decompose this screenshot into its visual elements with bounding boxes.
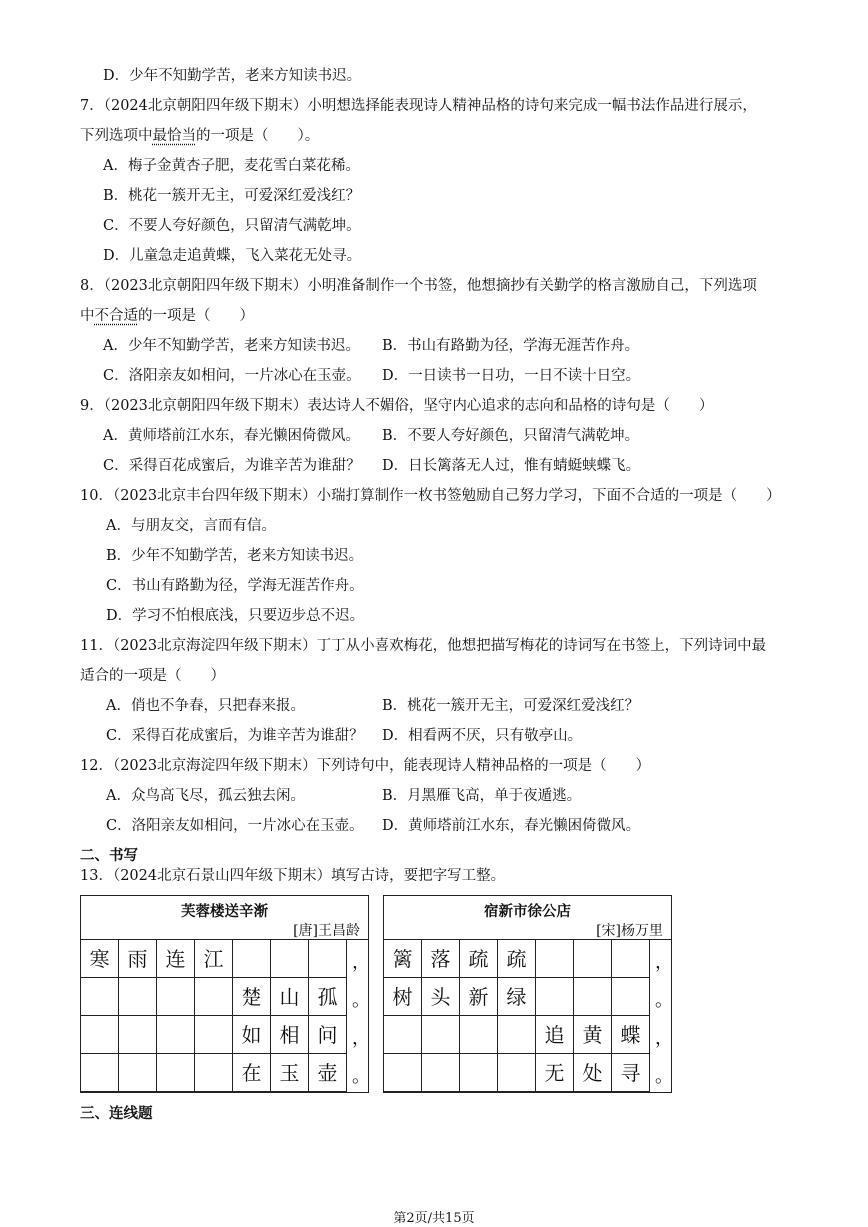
poem-cell xyxy=(612,940,650,978)
poem-cell xyxy=(422,1054,460,1092)
poem-punctuation: 。 xyxy=(655,990,673,1011)
q12-option-a: A．众鸟高飞尽，孤云独去闲。 xyxy=(106,788,305,804)
poem-cell: 壶 xyxy=(309,1054,347,1092)
poem-cell: 疏 xyxy=(460,940,498,978)
poem-box-1 xyxy=(80,895,369,1093)
q6-option-d: D．少年不知勤学苦，老来方知读书迟。 xyxy=(103,68,362,84)
poem-cell xyxy=(119,1054,157,1092)
poem-cell: 疏 xyxy=(498,940,536,978)
poem-cell: 黄 xyxy=(574,1016,612,1054)
q7-option-a: A．梅子金黄杏子肥，麦花雪白菜花稀。 xyxy=(103,158,360,174)
poem-cell: 相 xyxy=(271,1016,309,1054)
poem-punctuation: 。 xyxy=(352,1066,370,1087)
poem-cell xyxy=(195,978,233,1016)
poem-cell xyxy=(384,1054,422,1092)
poem-cell xyxy=(119,1016,157,1054)
poem-cell: 绿 xyxy=(498,978,536,1016)
poem-cell xyxy=(536,940,574,978)
q9-option-a: A．黄师塔前江水东，春光懒困倚微风。 xyxy=(103,428,360,444)
q9-option-d: D．日长篱落无人过，惟有蜻蜓蛱蝶飞。 xyxy=(382,458,641,474)
q8-emphasis: 不合适 xyxy=(94,308,138,324)
page-footer: 第2页/共15页 xyxy=(393,1211,475,1226)
poem-box-2 xyxy=(383,895,672,1093)
q8-option-c: C．洛阳亲友如相问，一片冰心在玉壶。 xyxy=(103,368,361,384)
q12-stem-line1: 12．（2023北京海淀四年级下期末）下列诗句中，能表现诗人精神品格的一项是（ ） xyxy=(80,758,651,774)
poem-cell: 蝶 xyxy=(612,1016,650,1054)
q10-option-c: C．书山有路勤为径，学海无涯苦作舟。 xyxy=(106,578,364,594)
poem-punctuation: ， xyxy=(655,952,673,973)
q10-option-a: A．与朋友交，言而有信。 xyxy=(106,518,276,534)
section-heading-matching: 三、连线题 xyxy=(80,1106,153,1122)
poem-cell xyxy=(195,1016,233,1054)
poem-cell: 寒 xyxy=(81,940,119,978)
poem-cell xyxy=(81,978,119,1016)
poem-cell: 如 xyxy=(233,1016,271,1054)
q8-option-a: A．少年不知勤学苦，老来方知读书迟。 xyxy=(103,338,360,354)
poem-cell: 追 xyxy=(536,1016,574,1054)
poem-2-author: [宋]杨万里 xyxy=(596,923,663,939)
q11-stem-line2: 适合的一项是（ ） xyxy=(80,668,225,684)
poem-cell xyxy=(271,940,309,978)
poem-cell xyxy=(574,978,612,1016)
q8-option-d: D．一日读书一日功，一日不读十日空。 xyxy=(382,368,641,384)
poem-cell xyxy=(574,940,612,978)
q9-option-c: C．采得百花成蜜后，为谁辛苦为谁甜？ xyxy=(103,458,361,474)
q7-option-d: D．儿童急走追黄蝶，飞入菜花无处寻。 xyxy=(103,248,362,264)
poem-cell xyxy=(119,978,157,1016)
poem-cell xyxy=(498,1054,536,1092)
poem-cell: 新 xyxy=(460,978,498,1016)
q11-stem-line1: 11．（2023北京海淀四年级下期末）丁丁从小喜欢梅花，他想把描写梅花的诗词写在书签上，下列诗词中最 xyxy=(80,638,767,654)
poem-1-title: 芙蓉楼送辛渐 xyxy=(181,904,268,920)
q11-option-d: D．相看两不厌，只有敬亭山。 xyxy=(382,728,583,744)
poem-cell xyxy=(81,1016,119,1054)
poem-cell: 落 xyxy=(422,940,460,978)
poem-cell: 问 xyxy=(309,1016,347,1054)
poem-cell xyxy=(460,1016,498,1054)
q7-option-c: C．不要人夸好颜色，只留清气满乾坤。 xyxy=(103,218,361,234)
poem-cell: 楚 xyxy=(233,978,271,1016)
poem-cell: 江 xyxy=(195,940,233,978)
poem-cell: 处 xyxy=(574,1054,612,1092)
poem-cell: 孤 xyxy=(309,978,347,1016)
poem-punctuation: ， xyxy=(352,952,370,973)
poem-cell xyxy=(384,1016,422,1054)
q7-emphasis: 最恰当 xyxy=(152,128,196,144)
poem-cell xyxy=(157,978,195,1016)
poem-2-title: 宿新市徐公店 xyxy=(484,904,571,920)
poem-cell xyxy=(157,1016,195,1054)
poem-cell: 树 xyxy=(384,978,422,1016)
poem-cell: 连 xyxy=(157,940,195,978)
poem-cell xyxy=(498,1016,536,1054)
q8-stem-line1: 8．（2023北京朝阳四年级下期末）小明准备制作一个书签，他想摘抄有关勤学的格言激励自己，下列选项 xyxy=(80,278,757,294)
poem-cell xyxy=(195,1054,233,1092)
q7-stem-line2: 下列选项中最恰当的一项是（ ）。 xyxy=(80,128,320,144)
poem-cell: 篱 xyxy=(384,940,422,978)
q11-option-a: A．俏也不争春，只把春来报。 xyxy=(106,698,305,714)
poem-cell xyxy=(309,940,347,978)
poem-punctuation: 。 xyxy=(655,1066,673,1087)
q9-stem-line1: 9．（2023北京朝阳四年级下期末）表达诗人不媚俗，坚守内心追求的志向和品格的诗句是（ ） xyxy=(80,398,714,414)
q10-option-d: D．学习不怕根底浅，只要迈步总不迟。 xyxy=(106,608,365,624)
q10-option-b: B．少年不知勤学苦，老来方知读书迟。 xyxy=(106,548,364,564)
poem-cell xyxy=(612,978,650,1016)
poem-cell xyxy=(536,978,574,1016)
q11-option-c: C．采得百花成蜜后，为谁辛苦为谁甜？ xyxy=(106,728,364,744)
poem-cell: 寻 xyxy=(612,1054,650,1092)
q13-stem-line1: 13．（2024北京石景山四年级下期末）填写古诗，要把字写工整。 xyxy=(80,868,506,884)
q12-option-d: D．黄师塔前江水东，春光懒困倚微风。 xyxy=(382,818,641,834)
section-heading-writing: 二、书写 xyxy=(80,848,138,864)
poem-cell: 头 xyxy=(422,978,460,1016)
q7-option-b: B．桃花一簇开无主，可爱深红爱浅红？ xyxy=(103,188,361,204)
q8-stem-line2: 中不合适的一项是（ ） xyxy=(80,308,254,324)
poem-cell xyxy=(81,1054,119,1092)
q7-stem-line1: 7．（2024北京朝阳四年级下期末）小明想选择能表现诗人精神品格的诗句来完成一幅书法作品进行展示， xyxy=(80,98,757,114)
poem-cell xyxy=(233,940,271,978)
poem-punctuation: 。 xyxy=(352,990,370,1011)
q10-stem-line1: 10．（2023北京丰台四年级下期末）小瑞打算制作一枚书签勉励自己努力学习，下面不合适的一项是（ ） xyxy=(80,488,781,504)
poem-cell xyxy=(422,1016,460,1054)
q12-option-c: C．洛阳亲友如相问，一片冰心在玉壶。 xyxy=(106,818,364,834)
q9-option-b: B．不要人夸好颜色，只留清气满乾坤。 xyxy=(382,428,640,444)
poem-punctuation: ， xyxy=(655,1028,673,1049)
poem-punctuation: ， xyxy=(352,1028,370,1049)
poem-cell: 玉 xyxy=(271,1054,309,1092)
q8-option-b: B．书山有路勤为径，学海无涯苦作舟。 xyxy=(382,338,640,354)
q12-option-b: B．月黑雁飞高，单于夜遁逃。 xyxy=(382,788,582,804)
poem-cell: 无 xyxy=(536,1054,574,1092)
poem-1-author: [唐]王昌龄 xyxy=(293,923,360,939)
q11-option-b: B．桃花一簇开无主，可爱深红爱浅红？ xyxy=(382,698,640,714)
poem-cell: 山 xyxy=(271,978,309,1016)
poem-cell: 在 xyxy=(233,1054,271,1092)
poem-cell xyxy=(460,1054,498,1092)
poem-cell xyxy=(157,1054,195,1092)
poem-cell: 雨 xyxy=(119,940,157,978)
